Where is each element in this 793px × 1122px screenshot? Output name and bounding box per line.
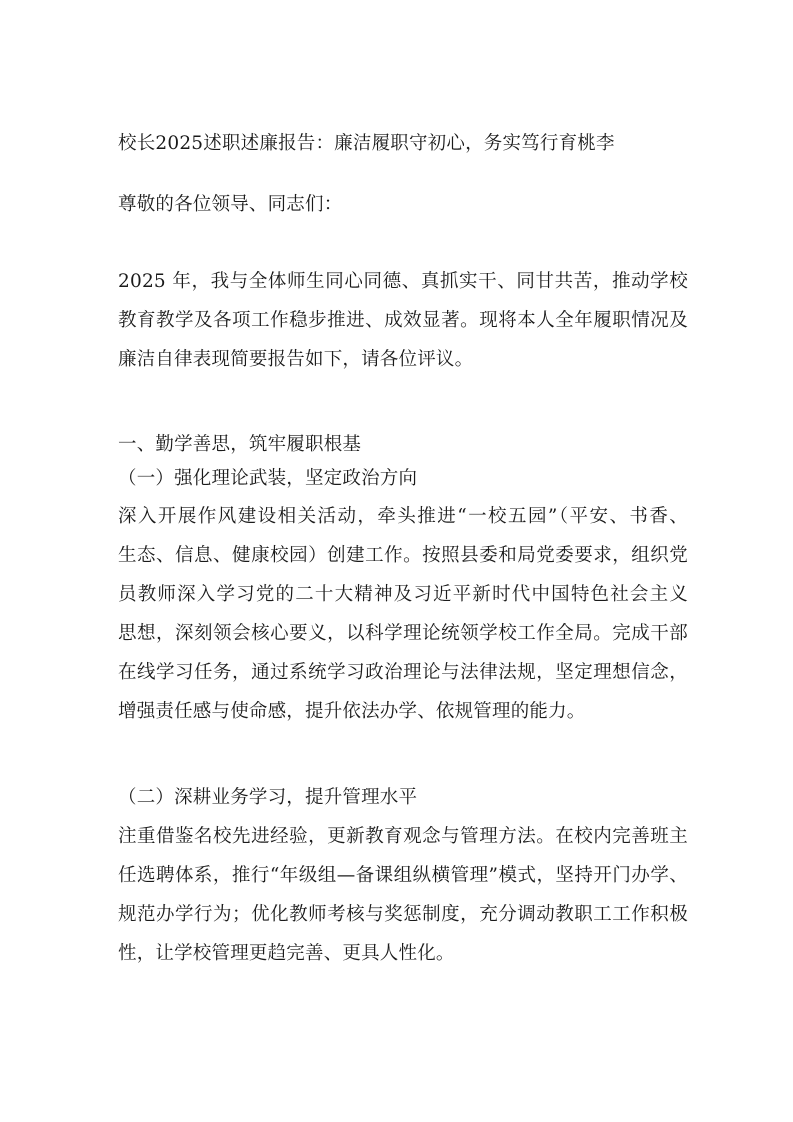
paragraph-line: 增强责任感与使命感，提升依法办学、依规管理的能力。 xyxy=(118,701,586,722)
paragraph-line: 教育教学及各项工作稳步推进、成效显著。现将本人全年履职情况及 xyxy=(118,310,688,331)
paragraph-line: 思想，深刻领会核心要义，以科学理论统领学校工作全局。完成干部 xyxy=(118,623,688,644)
paragraph-line: 员教师深入学习党的二十大精神及习近平新时代中国特色社会主义 xyxy=(118,584,688,605)
document-title: 校长2025述职述廉报告：廉洁履职守初心，务实笃行育桃李 xyxy=(118,133,615,154)
paragraph-line: 廉洁自律表现简要报告如下，请各位评议。 xyxy=(118,349,474,370)
paragraph-line: 注重借鉴名校先进经验，更新教育观念与管理方法。在校内完善班主 xyxy=(118,826,688,847)
paragraph-line: 2025 年，我与全体师生同心同德、真抓实干、同甘共苦，推动学校 xyxy=(118,271,688,292)
subsection-heading: （二）深耕业务学习，提升管理水平 xyxy=(118,787,418,808)
paragraph-line: 生态、信息、健康校园）创建工作。按照县委和局党委要求，组织党 xyxy=(118,545,688,566)
paragraph-line: 任选聘体系，推行“年级组—备课组纵横管理”模式，坚持开门办学、 xyxy=(118,865,688,886)
salutation: 尊敬的各位领导、同志们： xyxy=(118,194,343,215)
paragraph-line: 性，让学校管理更趋完善、更具人性化。 xyxy=(118,943,455,964)
section-heading: 一、勤学善思，筑牢履职根基 xyxy=(118,434,362,455)
paragraph-line: 深入开展作风建设相关活动，牵头推进“一校五园”（平安、书香、 xyxy=(118,506,688,527)
paragraph-line: 规范办学行为；优化教师考核与奖惩制度，充分调动教职工工作积极 xyxy=(118,904,688,925)
paragraph-line: 在线学习任务，通过系统学习政治理论与法律法规，坚定理想信念， xyxy=(118,662,688,683)
subsection-heading: （一）强化理论武装，坚定政治方向 xyxy=(118,468,418,489)
